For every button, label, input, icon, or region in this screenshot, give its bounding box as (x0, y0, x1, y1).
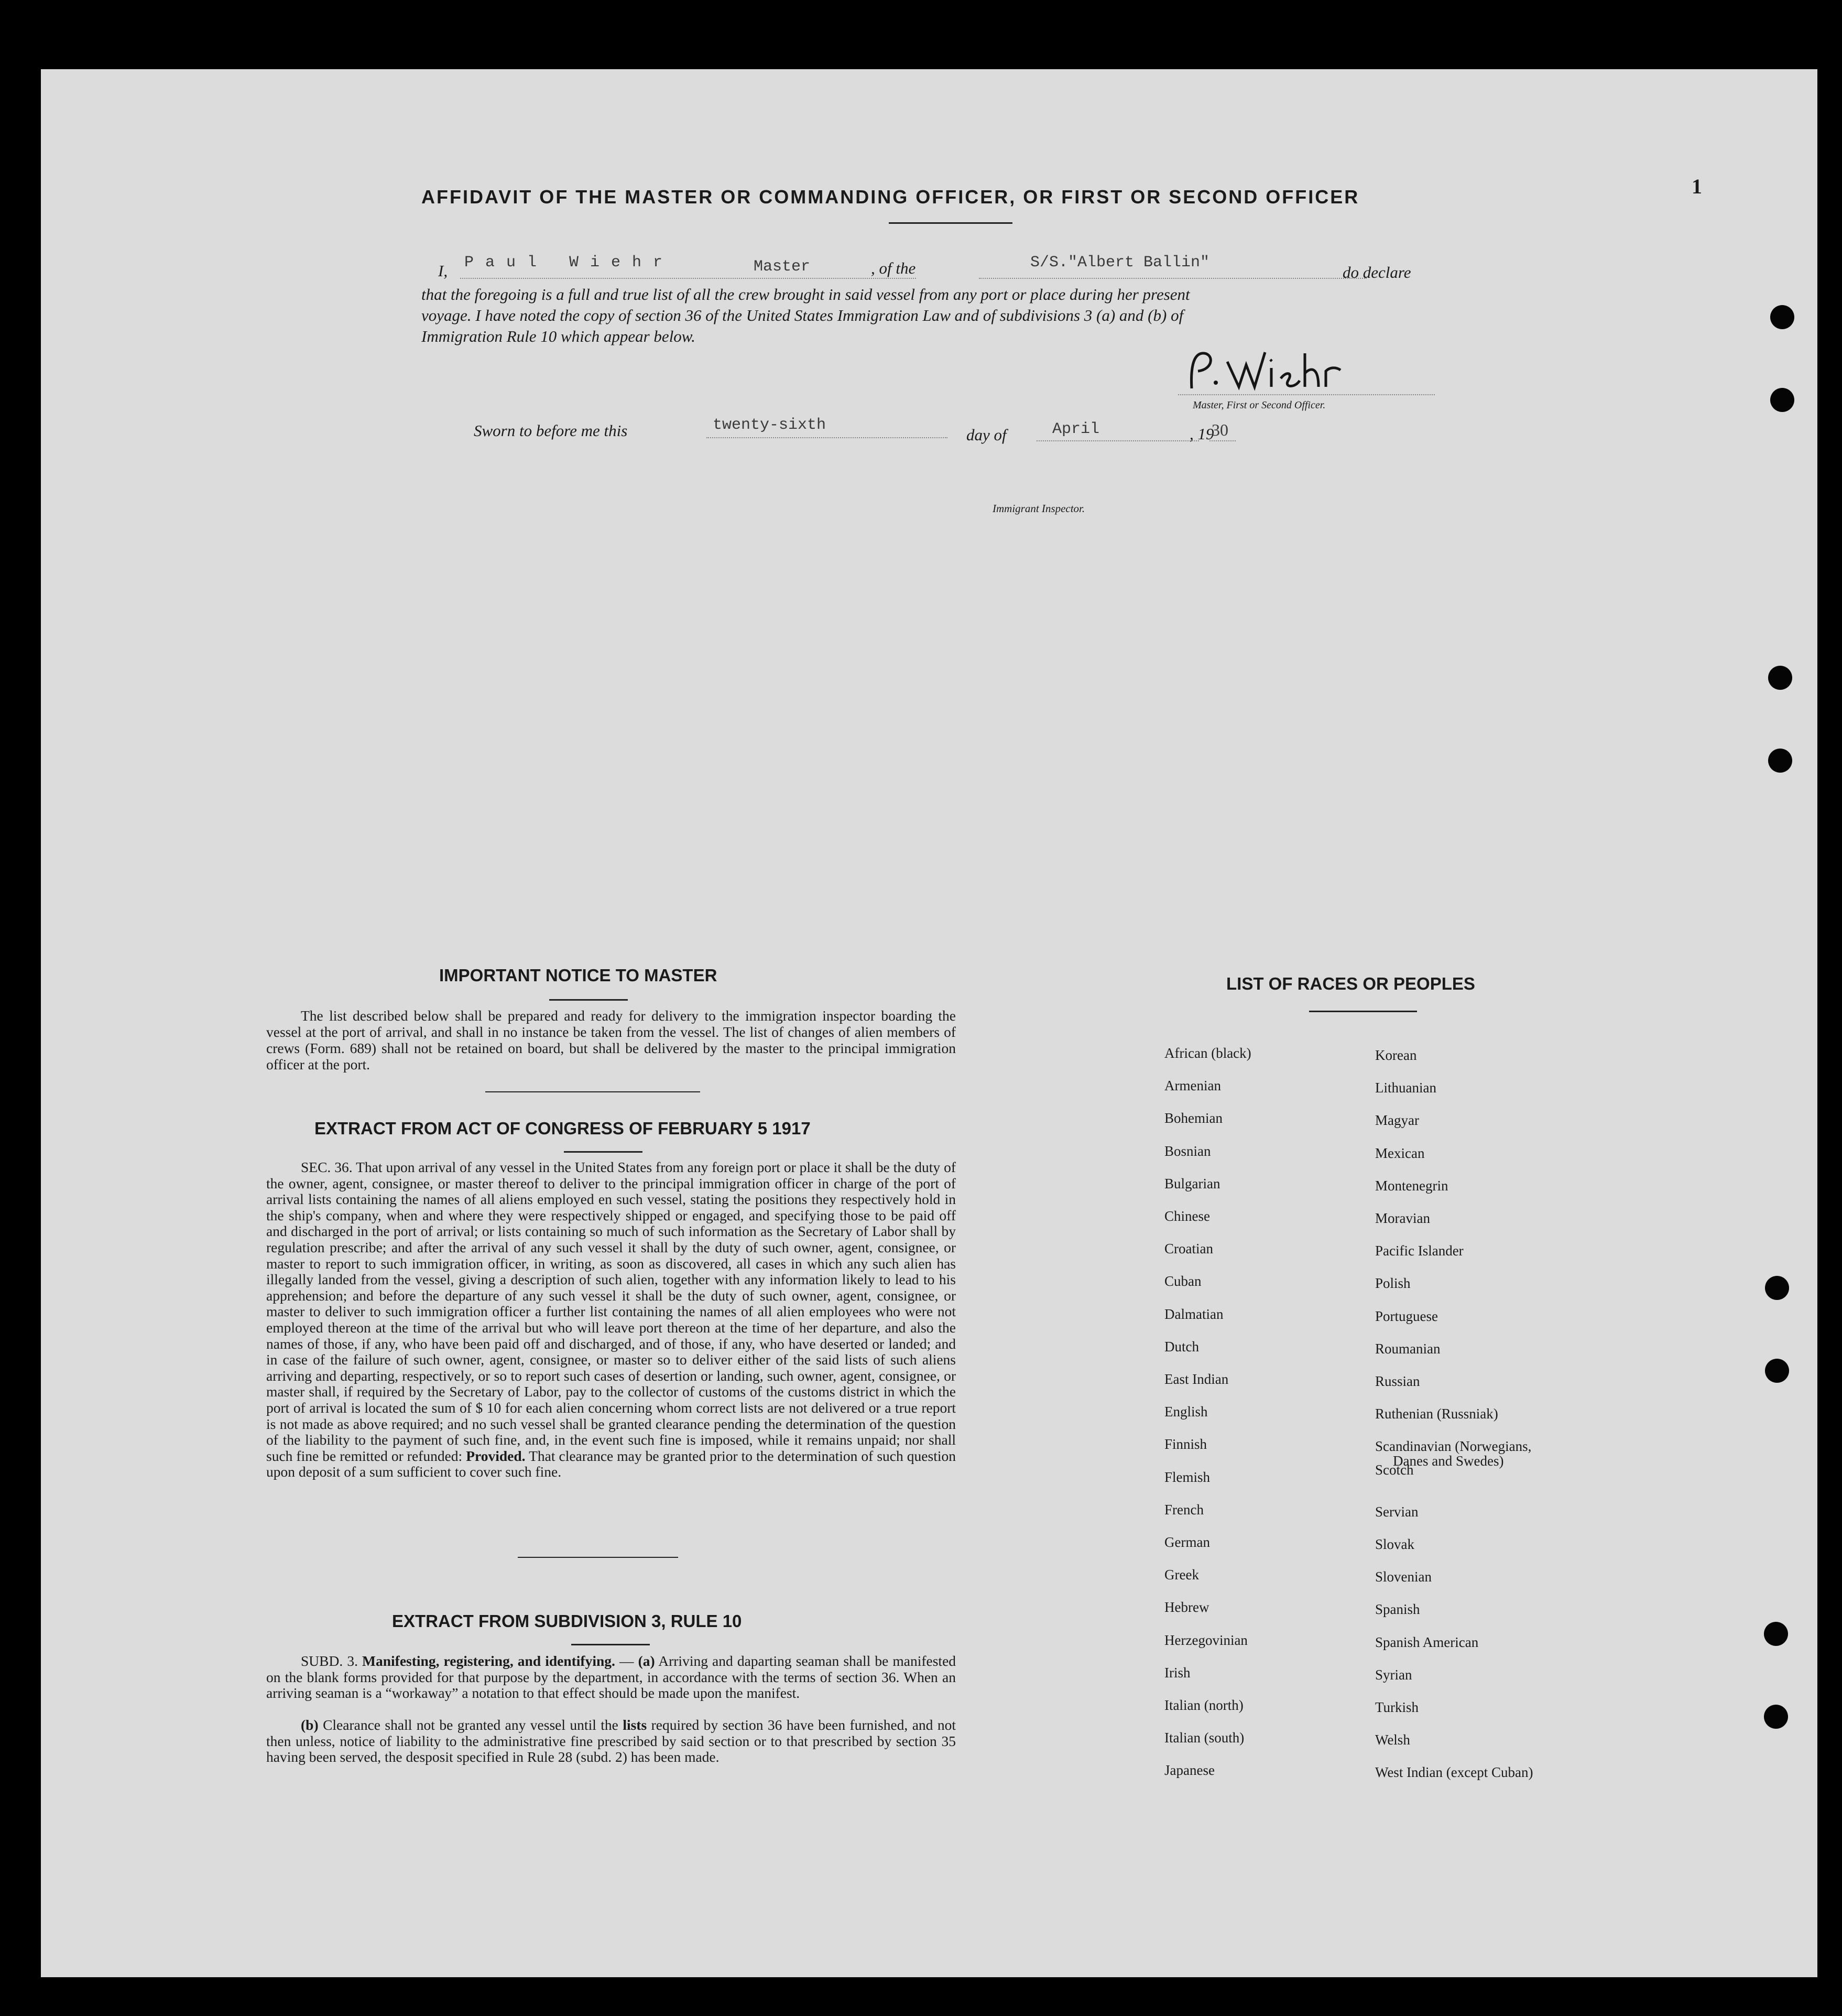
sworn-label: Sworn to before me this (474, 421, 628, 440)
race-item: West Indian (except Cuban) (1375, 1764, 1533, 1781)
punch-hole (1768, 749, 1792, 773)
race-item: African (black) (1164, 1045, 1251, 1061)
race-item: German (1164, 1534, 1210, 1550)
races-rule (1309, 1011, 1417, 1012)
race-item: Polish (1375, 1275, 1411, 1292)
punch-hole (1764, 1622, 1788, 1646)
race-item: East Indian (1164, 1371, 1229, 1387)
notice-separator (485, 1091, 700, 1092)
act-provided: Provided. (466, 1447, 526, 1464)
do-declare-label: do declare (1343, 263, 1411, 281)
rule-title: EXTRACT FROM SUBDIVISION 3, RULE 10 (392, 1611, 742, 1631)
race-item: Bohemian (1164, 1110, 1223, 1126)
race-item: Turkish (1375, 1699, 1419, 1715)
race-item: Chinese (1164, 1208, 1210, 1224)
punch-hole (1770, 388, 1794, 412)
year-line (1209, 440, 1236, 441)
affidavit-i-label: I, (438, 262, 448, 280)
race-item: Croatian (1164, 1241, 1213, 1257)
master-signature (1181, 339, 1359, 402)
race-item: Armenian (1164, 1078, 1221, 1094)
rule-paragraph-b (266, 1717, 956, 1765)
act-rule (564, 1151, 642, 1153)
subd-a-label: (a) (638, 1653, 655, 1669)
race-item: Herzegovinian (1164, 1632, 1248, 1648)
race-item: Dalmatian (1164, 1306, 1224, 1322)
race-item: English (1164, 1404, 1208, 1420)
race-item: Finnish (1164, 1436, 1207, 1453)
subd-heading: Manifesting, registering, and identifying. (362, 1653, 615, 1669)
race-item: Moravian (1375, 1210, 1430, 1226)
subd-b-text-2: required by section 36 have been furnished, and not then unless, notice of liability to the administrative fine prescribed by said section or to that prescribed by section 35 having been served, the desposit specified in Rule 28 (subd. 2) has been made. (266, 1717, 956, 1765)
race-item: Italian (south) (1164, 1730, 1245, 1746)
act-separator (518, 1557, 678, 1558)
race-item: Hebrew (1164, 1599, 1209, 1616)
race-item: Roumanian (1375, 1340, 1441, 1357)
race-item: Dutch (1164, 1338, 1199, 1354)
race-item: Scandinavian (Norwegians, (1375, 1438, 1532, 1455)
notice-rule (549, 999, 628, 1001)
race-item: Cuban (1164, 1273, 1202, 1289)
race-item: Danes and Swedes) (1393, 1453, 1504, 1469)
title-rule (889, 222, 1012, 224)
vessel-name: S/S."Albert Ballin" (1030, 254, 1210, 272)
race-item: Pacific Islander (1375, 1243, 1464, 1259)
vessel-line (979, 278, 1367, 279)
race-item: Irish (1164, 1664, 1191, 1681)
race-item: Scotch (1375, 1461, 1414, 1478)
race-item: Russian (1375, 1373, 1420, 1389)
race-item: Slovenian (1375, 1569, 1432, 1585)
master-rank: Master (754, 258, 811, 276)
race-item: Syrian (1375, 1666, 1412, 1683)
month-line (1037, 440, 1199, 441)
punch-hole (1765, 1359, 1789, 1383)
day-of-label: day of (966, 426, 1007, 444)
inspector-caption: Immigrant Inspector. (993, 502, 1085, 515)
race-item: Bulgarian (1164, 1175, 1220, 1191)
race-item: Magyar (1375, 1112, 1419, 1129)
affidavit-line-3: voyage. I have noted the copy of section 36 of the United States Immigration Law and of subdivisions 3 (a) and (b) of (421, 306, 1184, 324)
punch-hole (1770, 305, 1794, 329)
punch-hole (1768, 666, 1792, 690)
notice-body: The list described below shall be prepared and ready for delivery to the immigration inspector boarding the vessel at the port of arrival, and shall in no instance be taken from the vessel. The list of changes of alien members of crews (Form. 689) shall not be retained on board, but shall be delivered by the master to the principal immigration officer at the port. (266, 1007, 956, 1072)
race-item: Korean (1375, 1047, 1417, 1063)
signature-line (1178, 394, 1435, 395)
race-item: Flemish (1164, 1469, 1211, 1485)
race-item: Servian (1375, 1503, 1419, 1520)
race-item: Lithuanian (1375, 1080, 1436, 1096)
of-the-label: , of the (871, 259, 916, 277)
punch-hole (1765, 1276, 1789, 1300)
act-body-main: SEC. 36. That upon arrival of any vessel in the United States from any foreign port or place it shall be the duty of the owner, agent, consignee, or master thereof to deliver to the principal immigration officer in charge of the port of arrival lists containing the names of all aliens employed en such vessel, stating the positions they respectively hold in the ship's company, when and where they were respectively shipped or engaged, and specifying those to be paid off and discharged in the port of arrival; or lists containing so much of such information as the Secretary of Labor shall by regulation prescribe; and after the arrival of any such vessel it shall by the duty of such owner, agent, consignee, or master to report to such immigration officer, in writing, as soon as discovered, all cases in which any such alien has illegally landed from the vessel, giving a description of such alien, together with any information likely to lead to his apprehension; and before the departure of any such vessel it shall be the duty of such owner, agent, consignee, or master to deliver to such immigration officer a further list containing the names of all alien employees who were not employed thereon at the time of the arrival but who will leave port thereon at the time of her departure, and also the names of those, if any, who have been paid off and discharged, and of those, if any, who have deserted or landed; and in case of the failure of such owner, agent, consignee, or master so to deliver either of the said lists of such aliens arriving and departing, respectively, or so to report such cases of desertion or landing, such owner, agent, consignee, or master shall, if required by the Secretary of Labor, pay to the collector of customs of the customs district in which the port of arrival is located the sum of $ 10 for each alien concerning whom correct lists are not delivered or a true report is not made as above required; and no such vessel shall be granted clearance pending the determination of the question of the liability to the payment of such fine, and, in the event such fine is imposed, while it remains unpaid; nor shall such fine be remitted or refunded: (266, 1159, 956, 1464)
race-item: French (1164, 1501, 1204, 1518)
year-suffix: 30 (1212, 420, 1228, 439)
document-sheet (41, 69, 1817, 1977)
race-item: Welsh (1375, 1732, 1410, 1748)
act-body (266, 1159, 956, 1480)
page-mark: 1 (1692, 175, 1702, 198)
subd-dash: — (619, 1653, 634, 1669)
day-line (706, 437, 947, 438)
act-body-tail: That clearance may be granted prior to the determination of such question upon deposit of a sum sufficient to cover such fine. (266, 1447, 956, 1480)
race-item: Japanese (1164, 1762, 1215, 1779)
race-item: Spanish American (1375, 1634, 1479, 1650)
race-item: Montenegrin (1375, 1177, 1448, 1194)
races-title: LIST OF RACES OR PEOPLES (1226, 974, 1475, 993)
race-item: Slovak (1375, 1536, 1415, 1552)
subd-b-label: (b) (301, 1717, 319, 1733)
race-item: Ruthenian (Russniak) (1375, 1406, 1498, 1422)
race-item: Bosnian (1164, 1143, 1211, 1159)
sworn-month: April (1052, 420, 1100, 438)
master-name: Paul Wiehr (464, 254, 674, 272)
act-title: EXTRACT FROM ACT OF CONGRESS OF FEBRUARY 5 1917 (314, 1119, 811, 1138)
subd-b-lists: lists (623, 1717, 647, 1733)
affidavit-line-4: Immigration Rule 10 which appear below. (421, 327, 695, 345)
race-item: Greek (1164, 1567, 1199, 1583)
race-item: Italian (north) (1164, 1697, 1244, 1713)
year-prefix: , 19 (1190, 425, 1214, 443)
sworn-day: twenty-sixth (713, 416, 826, 434)
signature-caption: Master, First or Second Officer. (1193, 399, 1326, 411)
notice-title: IMPORTANT NOTICE TO MASTER (439, 966, 717, 985)
subd-a-text: Arriving and daparting seaman shall be manifested on the blank forms provided for that purpose by the department, in accordance with the terms of section 36. When an arriving seaman is a “workaway” a notation to that effect should be made upon the manifest. (266, 1653, 956, 1701)
race-item: Spanish (1375, 1601, 1420, 1618)
rule-rule (571, 1644, 650, 1645)
affidavit-line-2: that the foregoing is a full and true list of all the crew brought in said vessel from any port or place during her present (421, 285, 1190, 304)
race-item: Portuguese (1375, 1308, 1438, 1324)
affidavit-title: AFFIDAVIT OF THE MASTER OR COMMANDING OFFICER, OR FIRST OR SECOND OFFICER (421, 186, 1360, 208)
race-item: Mexican (1375, 1145, 1425, 1161)
subd-b-text-1: Clearance shall not be granted any vessel until the (323, 1717, 618, 1733)
rule-paragraph-a (266, 1653, 956, 1701)
subd-label: SUBD. 3. (301, 1653, 358, 1669)
name-line (460, 278, 916, 279)
punch-hole (1764, 1705, 1788, 1729)
